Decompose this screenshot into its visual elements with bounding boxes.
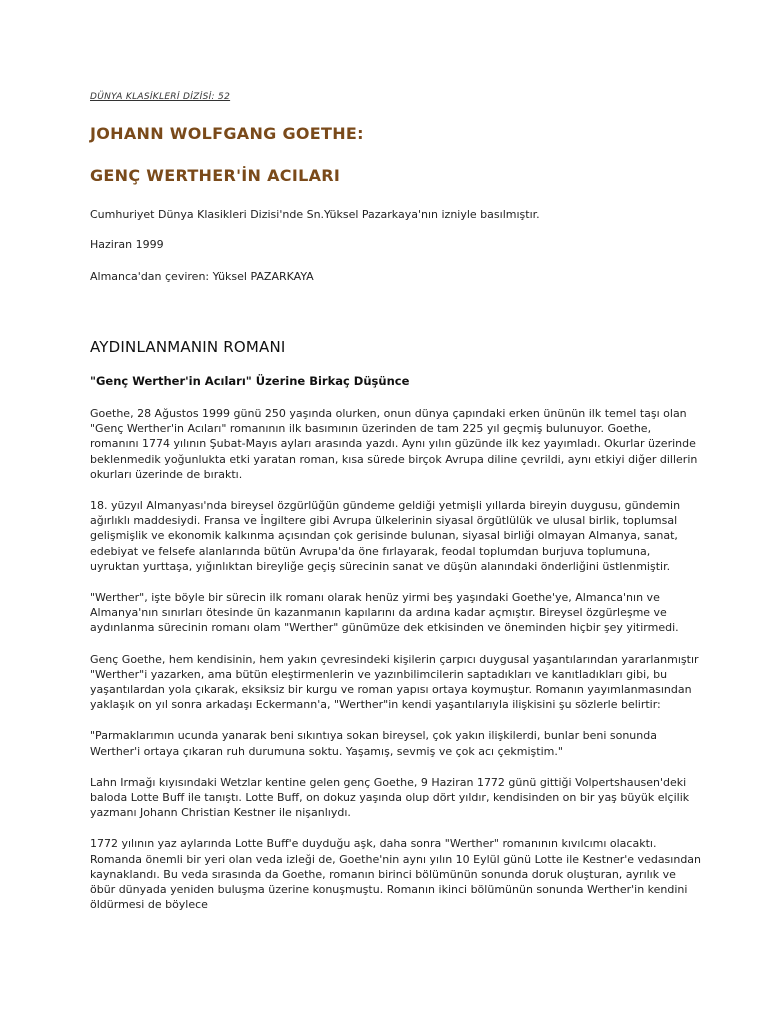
- paragraph: 18. yüzyıl Almanyası'nda bireysel özgürlüğün gündeme geldiği yetmişli yıllarda bireyin duygusu, gündemin ağırlıklı maddesiydi. Fransa ve İngiltere gibi Avrupa ülkelerinin siyasal örgütlülük ve ulusal birlik, toplumsal gelişmişlik ve ekonomik kalkınma açısından çok gerisinde bulunan, siyasal birliği olmayan Almanya, sanat, edebiyat ve felsefe alanlarında bütün Avrupa'da öne fırlayarak, feodal toplumdan burjuva toplumuna, uyruktan yurttaşa, yığınlıktan bireyliğe geçiş sürecinin sanat ve düşün alanındaki önderliğini üstlenmiştir.: [90, 499, 681, 573]
- permission-note: Cumhuriyet Dünya Klasikleri Dizisi'nde Sn.Yüksel Pazarkaya'nın izniyle basılmıştır.: [90, 208, 540, 221]
- book-title: GENÇ WERTHER'İN ACILARI: [90, 166, 341, 185]
- series-label[interactable]: DÜNYA KLASİKLERİ DİZİSİ: 52: [90, 92, 231, 102]
- paragraph: 1772 yılının yaz aylarında Lotte Buff'e duyduğu aşk, daha sonra "Werther" romanının kıvılcımı olacaktı. Romanda önemli bir yeri olan veda izleği de, Goethe'nin aynı yılın 10 Eylül günü Lotte ile Kestner'e vedasından kaynaklandı. Bu veda sırasında da Goethe, romanın birinci bölümünün sonunda doruk oluşturan, ayrılık ve öbür dünyada yeniden buluşma üzerine konuşmuştu. Romanın ikinci bölümünün sonunda Werther'in kendini öldürmesi de böylece: [90, 837, 702, 912]
- author-heading: JOHANN WOLFGANG GOETHE:: [90, 124, 364, 143]
- paragraph: "Werther", işte böyle bir sürecin ilk romanı olarak henüz yirmi beş yaşındaki Goethe'ye, Almanca'nın ve Almanya'nın sınırları ötesinde ün kazanmanın kapılarını da ardına kadar açmıştır. Bireysel özgürleşme ve aydınlanma sürecinin romanı olam "Werther" günümüze dek etkisinden ve öneminden hiçbir şey yitirmedi.: [90, 591, 679, 635]
- section-heading: AYDINLANMANIN ROMANI: [90, 338, 286, 356]
- section-subheading: "Genç Werther'in Acıları" Üzerine Birkaç Düşünce: [90, 374, 410, 388]
- publication-date: Haziran 1999: [90, 238, 164, 251]
- translator-note: Almanca'dan çeviren: Yüksel PAZARKAYA: [90, 270, 314, 283]
- paragraph: Goethe, 28 Ağustos 1999 günü 250 yaşında olurken, onun dünya çapındaki erken ününün ilk temel taşı olan "Genç Werther'in Acıları" romanının ilk basımının üzerinden de tam 225 yıl geçmiş bulunuyor. Goethe, romanını 1774 yılının Şubat-Mayıs ayları arasında yazdı. Aynı yılın güzünde ilk kez yayımladı. Okurlar üzerinde beklenmedik yoğunlukta etki yaratan roman, kısa sürede birçok Avrupa diline çevrildi, aynı etkiyi diğer dillerin okurları üzerinde de bıraktı.: [90, 407, 698, 481]
- quote-paragraph: "Parmaklarımın ucunda yanarak beni sıkıntıya sokan bireysel, çok yakın ilişkilerdi, bunlar beni sonunda Werther'i ortaya çıkaran ruh durumuna soktu. Yaşamış, sevmiş ve çok acı çekmiştim.": [90, 729, 657, 758]
- article-body: [90, 406, 702, 928]
- paragraph: Genç Goethe, hem kendisinin, hem yakın çevresindeki kişilerin çarpıcı duygusal yaşantılarından yararlanmıştır "Werther"i yazarken, ama bütün eleştirmenlerin ve yazınbilimcilerin saptadıkları ve kanıtladıkları gibi, bu yaşantılardan yola çıkarak, eksiksiz bir kurgu ve roman yapısı ortaya koymuştur. Romanın yayımlanmasından yaklaşık on yıl sonra arkadaşı Eckermann'a, "Werther"in kendi yaşantılarıyla ilişkisini şu sözlerle belirtir:: [90, 652, 699, 712]
- paragraph: Lahn Irmağı kıyısındaki Wetzlar kentine gelen genç Goethe, 9 Haziran 1772 günü gittiği Volpertshausen'deki baloda Lotte Buff ile tanıştı. Lotte Buff, on dokuz yaşında olup dört yıldır, kendisinden on bir yaş büyük elçilik yazmanı Johann Christian Kestner ile nişanlıydı.: [90, 775, 690, 820]
